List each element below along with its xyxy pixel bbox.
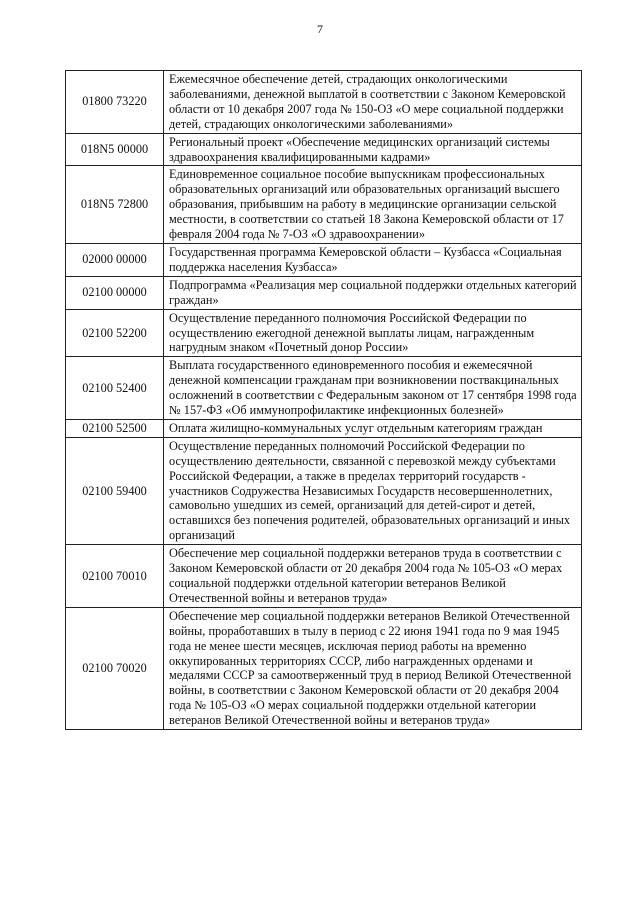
row-description: Ежемесячное обеспечение детей, страдающих онкологическими заболеваниями, денежной выплатой в соответствии с Законом Кемеровской области от 10 декабря 2007 года № 150-ОЗ «О мере социальной поддержки детей, страдающих онкологическими заболеваниями»	[164, 71, 582, 134]
row-code: 018N5 00000	[66, 133, 164, 166]
row-description: Осуществление переданных полномочий Российской Федерации по осуществлению деятельности, связанной с перевозкой между субъектами Российской Федерации, а также в пределах территорий государств - участников Содружества Независимых Государств несовершеннолетних, самовольно ушедших из семей, организаций для детей-сирот и детей, оставшихся без попечения родителей, образовательных организаций и иных организаций	[164, 437, 582, 544]
row-code: 02100 70020	[66, 607, 164, 729]
page-number: 7	[317, 22, 323, 36]
row-code: 018N5 72800	[66, 166, 164, 244]
table-row	[66, 437, 582, 544]
row-code: 01800 73220	[66, 71, 164, 134]
row-description: Государственная программа Кемеровской области – Кузбасса «Социальная поддержка населения Кузбасса»	[164, 243, 582, 276]
row-description: Подпрограмма «Реализация мер социальной поддержки отдельных категорий граждан»	[164, 276, 582, 309]
table-row	[66, 243, 582, 276]
row-description: Единовременное социальное пособие выпускникам профессиональных образовательных организаций или образовательных организаций высшего образования, прибывшим на работу в медицинские организации сельской местности, в соответствии со статьей 18 Закона Кемеровской области от 17 февраля 2004 года № 7-ОЗ «О здравоохранении»	[164, 166, 582, 244]
table-row	[66, 545, 582, 608]
row-description: Обеспечение мер социальной поддержки ветеранов Великой Отечественной войны, проработавших в тылу в период с 22 июня 1941 года по 9 мая 1945 года не менее шести месяцев, исключая период работы на временно оккупированных территориях СССР, либо награжденных орденами и медалями СССР за самоотверженный труд в период Великой Отечественной войны, в соответствии с Законом Кемеровской области от 20 декабря 2004 года № 105-ОЗ «О мерах социальной поддержки отдельной категории ветеранов Великой Отечественной войны и ветеранов труда»	[164, 607, 582, 729]
table-row	[66, 71, 582, 134]
table-row	[66, 309, 582, 357]
budget-classification-table	[65, 70, 582, 730]
table-row	[66, 419, 582, 437]
row-code: 02100 52200	[66, 309, 164, 357]
row-code: 02100 00000	[66, 276, 164, 309]
table-row	[66, 607, 582, 729]
table-row	[66, 357, 582, 420]
row-description: Осуществление переданного полномочия Российской Федерации по осуществлению ежегодной денежной выплаты лицам, награжденным нагрудным знаком «Почетный донор России»	[164, 309, 582, 357]
table-row	[66, 133, 582, 166]
row-code: 02100 52500	[66, 419, 164, 437]
row-code: 02000 00000	[66, 243, 164, 276]
row-code: 02100 59400	[66, 437, 164, 544]
row-description: Региональный проект «Обеспечение медицинских организаций системы здравоохранения квалифицированными кадрами»	[164, 133, 582, 166]
row-description: Обеспечение мер социальной поддержки ветеранов труда в соответствии с Законом Кемеровской области от 20 декабря 2004 года № 105-ОЗ «О мерах социальной поддержки отдельной категории ветеранов Великой Отечественной войны и ветеранов труда»	[164, 545, 582, 608]
table-row	[66, 166, 582, 244]
row-code: 02100 52400	[66, 357, 164, 420]
row-description: Оплата жилищно-коммунальных услуг отдельным категориям граждан	[164, 419, 582, 437]
row-description: Выплата государственного единовременного пособия и ежемесячной денежной компенсации гражданам при возникновении поствакцинальных осложнений в соответствии с Федеральным законом от 17 сентября 1998 года № 157-ФЗ «Об иммунопрофилактике инфекционных болезней»	[164, 357, 582, 420]
row-code: 02100 70010	[66, 545, 164, 608]
table-row	[66, 276, 582, 309]
